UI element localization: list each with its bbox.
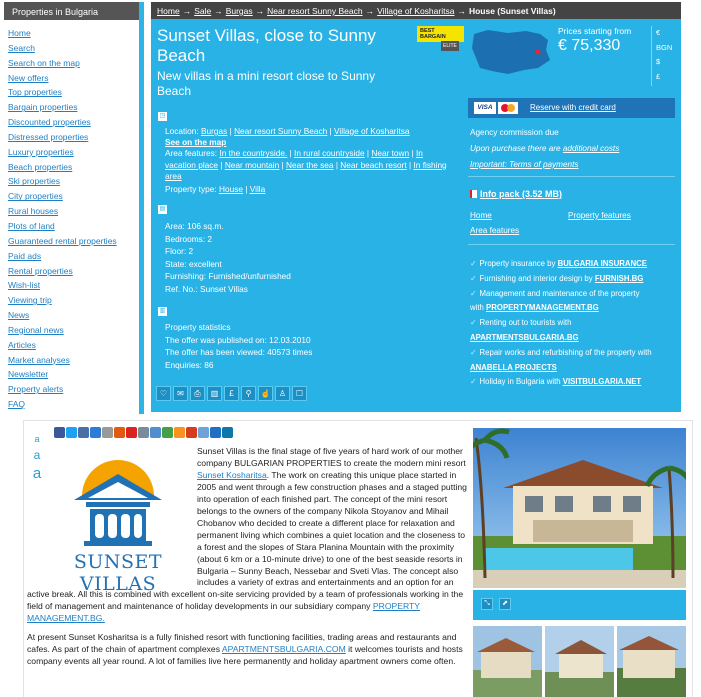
mastercard-icon [498, 102, 518, 114]
photo-thumbnails [473, 626, 686, 697]
area-feature-link[interactable]: Near mountain [224, 159, 280, 170]
sidebar-item[interactable]: Wish-list [8, 280, 41, 291]
type-label: Property type: [165, 184, 217, 195]
reserve-credit-card-link[interactable]: Reserve with credit card [530, 103, 616, 112]
sidebar-item[interactable]: Discounted properties [8, 117, 91, 128]
info-pack-link[interactable] [470, 189, 562, 199]
pound-icon[interactable]: £ [224, 386, 239, 401]
sunset-villas-logo [48, 448, 188, 595]
price-label: Prices starting from [558, 26, 632, 36]
listing-panel [151, 19, 464, 412]
service-link[interactable]: PROPERTYMANAGEMENT.BG [486, 303, 599, 313]
font-large-button[interactable]: a [32, 465, 42, 482]
article-text: . The work on creating this unique place started in 2005 and went through a few construction phases and a staged putting into operation of each finished part. The concept of the mini resort belongs to the owners of the company Nikola Stoyanov and Mihail Chobanov who decided to create a different place for relaxation and permanent living which combines a quiet location and the closeness to a forest and the slopes of Stara Planina Mountain with the proximity (about 6 km or a 10-minute drive) to one of the best seaside resorts in Bulgaria – Sunny Beach, Nessebar and Sveti Vlas. The concept also includes a variety of extras and entertainments and an option for an active break. All this is combined with excellent on-site servicing provided by a team of professionals working in the field of management and maintenance of holiday developments in our subsidiary company [27, 469, 467, 612]
service-item [470, 375, 678, 390]
stats-line: The offer was published on: 12.03.2010 [165, 334, 311, 345]
breadcrumb-link[interactable]: Burgas [225, 6, 253, 16]
stats-line: Enquiries: 86 [165, 359, 214, 370]
pdf-icon [470, 190, 477, 198]
location-link[interactable]: Village of Kosharitsa [334, 126, 410, 136]
location-section: Location: Burgas | Near resort Sunny Beach | Village of Kosharitsa See on the map Area features: In the countryside. | In rural countryside | Near town | In vacation place | Near mountain | Near the sea | Near beach resort | In fishing area Property type: House | Villa [165, 126, 447, 195]
service-item [470, 301, 678, 316]
service-link[interactable]: FURNISH.BG [594, 273, 644, 283]
service-link[interactable]: APARTMENTSBULGARIA.BG [470, 332, 579, 342]
print-icon[interactable]: ⎙ [190, 386, 205, 401]
info-pack-label: Info pack (3.52 MB) [480, 189, 563, 199]
sidebar-item[interactable]: Search [8, 42, 35, 53]
check-icon: ✓ [470, 318, 477, 328]
font-small-button[interactable]: a [34, 434, 40, 444]
sidebar-item[interactable]: Newsletter [8, 369, 49, 380]
sidebar-item[interactable]: Search on the map [8, 57, 80, 68]
blogger-icon[interactable] [150, 427, 161, 438]
info-area-features-link[interactable]: Area features [470, 226, 520, 235]
sidebar-item[interactable]: Rental properties [8, 265, 73, 276]
service-text: with [470, 303, 487, 313]
divider [468, 176, 675, 177]
breadcrumb-separator: → [255, 6, 265, 16]
area-feature-link[interactable]: Near the sea [286, 159, 334, 170]
breadcrumb-link[interactable]: Home [157, 6, 180, 16]
sidebar-item[interactable]: Viewing trip [8, 295, 52, 306]
logo-brand-text: SUNSET VILLAS [73, 551, 163, 595]
sidebar-item[interactable]: Beach properties [8, 161, 73, 172]
detail-line: State: excellent [165, 258, 222, 269]
detail-line: Furnishing: Furnished/unfurnished [165, 271, 291, 282]
currency-option[interactable]: £ [656, 71, 661, 81]
hand-icon[interactable]: ☝ [258, 386, 273, 401]
breadcrumb-separator: → [457, 6, 466, 16]
digg-icon[interactable] [102, 427, 113, 438]
breadcrumb-link[interactable]: Village of Kosharitsa [377, 6, 455, 16]
linkedin-icon[interactable] [222, 427, 233, 438]
features-label: Area features: [165, 148, 218, 159]
area-feature-link[interactable]: Near town [371, 148, 410, 159]
upon-purchase-text: Upon purchase there are [470, 144, 563, 153]
breadcrumb-current: House (Sunset Villas) [468, 6, 556, 16]
sidebar-item[interactable]: Market analyses [8, 354, 70, 365]
open-gallery-icon[interactable]: ⬈ [499, 598, 511, 610]
payment-bar [468, 98, 675, 118]
sidebar-item[interactable]: Bargain properties [8, 102, 78, 113]
bargain-badge: BEST BARGAIN [417, 26, 464, 42]
sidebar-item[interactable]: Luxury properties [8, 146, 74, 157]
logo-graphic [48, 448, 188, 552]
details-section [165, 220, 455, 296]
info-property-features-link[interactable]: Property features [568, 211, 631, 220]
listing-title: Sunset Villas, close to Sunny Beach [157, 26, 376, 65]
mail-icon[interactable]: ✉ [173, 386, 188, 401]
thumbnail[interactable] [617, 626, 686, 697]
friendfeed-icon[interactable] [198, 427, 209, 438]
service-item [470, 346, 678, 361]
service-item [470, 272, 678, 287]
service-link[interactable]: BULGARIA INSURANCE [557, 259, 647, 268]
myspace-icon[interactable] [90, 427, 101, 438]
sidebar-item[interactable]: FAQ [8, 399, 26, 410]
listing-subtitle: New villas in a mini resort close to Sunny Beach [157, 69, 376, 98]
location-link[interactable]: Near resort Sunny Beach [234, 126, 328, 136]
detail-line: Bedrooms: 2 [165, 233, 213, 244]
bulgaria-map [468, 24, 552, 78]
rss-icon[interactable] [174, 427, 185, 438]
sidebar-item[interactable]: Plots of land [8, 220, 55, 231]
check-icon: ✓ [470, 288, 477, 298]
breadcrumb-separator: → [182, 6, 192, 16]
delicious-icon[interactable] [78, 427, 89, 438]
sidebar-item[interactable]: Guaranteed rental properties [8, 235, 117, 246]
service-item [470, 316, 678, 331]
area-feature-link[interactable]: In fishing area [165, 159, 447, 181]
breadcrumb [151, 2, 681, 19]
property-type-link[interactable]: Villa [249, 184, 266, 195]
location-icon: ◳ [159, 113, 166, 119]
sidebar-item[interactable]: Home [8, 28, 31, 38]
stats-line: Property statistics [165, 322, 231, 332]
visa-icon: VISA [474, 102, 496, 114]
reddit-icon[interactable] [126, 427, 137, 438]
user-icon[interactable]: ♙ [275, 386, 290, 401]
service-item [470, 287, 678, 302]
breadcrumb-separator: → [365, 6, 375, 16]
sunset-kosharitsa-link[interactable]: Sunset Kosharitsa [197, 469, 267, 480]
info-home-link[interactable]: Home [470, 211, 492, 220]
sidebar-title: Properties in Bulgaria [4, 2, 139, 20]
service-text: Renting out to tourists with [479, 318, 572, 328]
currency-option[interactable]: $ [656, 57, 661, 66]
pricing-panel [464, 19, 681, 412]
sidebar-item[interactable]: Paid ads [8, 250, 42, 261]
sidebar-item[interactable]: New offers [8, 72, 49, 83]
heart-icon[interactable]: ♡ [156, 386, 171, 401]
sidebar-item[interactable]: Distressed properties [8, 131, 89, 142]
service-link[interactable]: VISITBULGARIA.NET [562, 377, 642, 387]
photo-controls [473, 590, 686, 620]
check-icon: ✓ [470, 347, 477, 357]
services-list [470, 257, 678, 390]
fullscreen-icon[interactable]: ⤡ [481, 598, 493, 610]
stats-section [165, 321, 455, 371]
article-text: Sunset Villas is the final stage of five years of hard work of our mother company BULGARIAN PROPERTIES to create the modern mini resort [197, 446, 466, 468]
service-text: Repair works and refurbishing of the property with [479, 347, 652, 357]
service-text: Holiday in Bulgaria with [479, 377, 563, 387]
stumbleupon-icon[interactable] [114, 427, 125, 438]
price-value: € 75,330 [558, 37, 621, 54]
currency-selector [651, 26, 679, 86]
stats-icon: ▥ [159, 308, 166, 314]
area-feature-link[interactable]: In vacation place [165, 148, 423, 170]
sidebar-item[interactable]: Property alerts [8, 384, 64, 395]
see-map-link[interactable]: See on the map [165, 137, 227, 148]
facebook-icon[interactable] [54, 427, 65, 438]
detail-line: Ref. No.: Sunset Villas [165, 283, 248, 294]
article-paragraph [27, 632, 470, 668]
article-text: it welcomes tourists and hosts company events all year round. A lot of families live here permanently and holiday apartment owners come often. [27, 644, 463, 667]
detail-line: Area: 106 sq.m. [165, 221, 224, 231]
sidebar-item[interactable]: Ski properties [8, 176, 60, 187]
service-text: Property insurance by [479, 259, 558, 268]
sidebar-item[interactable]: Regional news [8, 324, 64, 335]
additional-costs-link[interactable]: additional costs [562, 144, 620, 153]
area-feature-link[interactable]: Near beach resort [340, 159, 407, 170]
comment-icon[interactable]: ☐ [292, 386, 307, 401]
property-photo[interactable] [473, 428, 686, 588]
property-type-link[interactable]: House [218, 184, 243, 195]
area-feature-link[interactable]: In the countryside. [219, 148, 288, 159]
sidebar-item[interactable]: City properties [8, 191, 63, 202]
area-feature-link[interactable]: In rural countryside [294, 148, 365, 159]
location-link[interactable]: Burgas [201, 126, 228, 136]
check-icon: ✓ [470, 259, 477, 268]
chart-icon[interactable]: ▥ [207, 386, 222, 401]
bookmark-icon[interactable] [210, 427, 221, 438]
google-icon[interactable] [162, 427, 173, 438]
yahoo-icon[interactable] [186, 427, 197, 438]
zoom-icon[interactable]: ⚲ [241, 386, 256, 401]
currency-option[interactable]: € [656, 28, 661, 37]
location-label: Location: [165, 126, 199, 136]
service-text: Management and maintenance of the property [479, 288, 640, 298]
breadcrumb-separator: → [214, 6, 223, 16]
check-icon: ✓ [470, 377, 477, 387]
stats-line: The offer has been viewed: 40573 times [165, 347, 313, 358]
divider [468, 244, 675, 245]
details-icon: ▤ [159, 206, 166, 212]
breadcrumb-link[interactable]: Near resort Sunny Beach [267, 6, 363, 16]
detail-line: Floor: 2 [165, 246, 194, 257]
thumbnail[interactable] [545, 626, 614, 697]
elite-badge: ELITE [443, 43, 457, 49]
sidebar [4, 2, 144, 414]
sidebar-item[interactable]: Rural houses [8, 206, 59, 217]
email-icon[interactable] [138, 427, 149, 438]
service-text: Furnishing and interior design by [479, 273, 595, 283]
twitter-icon[interactable] [66, 427, 77, 438]
sidebar-item[interactable]: Articles [8, 339, 36, 350]
commission-text: Agency commission due [470, 128, 559, 137]
breadcrumb-link[interactable]: Sale [194, 6, 212, 16]
check-icon: ✓ [470, 273, 477, 283]
terms-link[interactable]: Important: Terms of payments [470, 160, 579, 169]
apartments-bulgaria-link[interactable]: APARTMENTSBULGARIA.COM [221, 644, 346, 655]
sidebar-menu [4, 20, 139, 412]
sidebar-item[interactable]: Top properties [8, 87, 62, 98]
service-item [470, 331, 678, 346]
currency-option[interactable]: BGN [656, 42, 673, 52]
service-item [470, 361, 678, 376]
property-management-link[interactable]: PROPERTY MANAGEMENT.BG. [27, 601, 420, 624]
service-item [470, 257, 678, 272]
font-medium-button[interactable]: a [33, 448, 41, 462]
thumbnail[interactable] [473, 626, 542, 697]
villa-image [473, 428, 686, 588]
listing-toolbar [156, 386, 307, 401]
service-link[interactable]: ANABELLA PROJECTS [470, 362, 557, 372]
article-text: At present Sunset Kosharitsa is a fully finished resort with functioning facilities, trading areas and restaurants and cafes. As part of the chain of apartment complexes [27, 632, 457, 655]
share-bar [54, 427, 233, 438]
sidebar-item[interactable]: News [8, 310, 30, 321]
additional-costs-text [470, 144, 619, 153]
